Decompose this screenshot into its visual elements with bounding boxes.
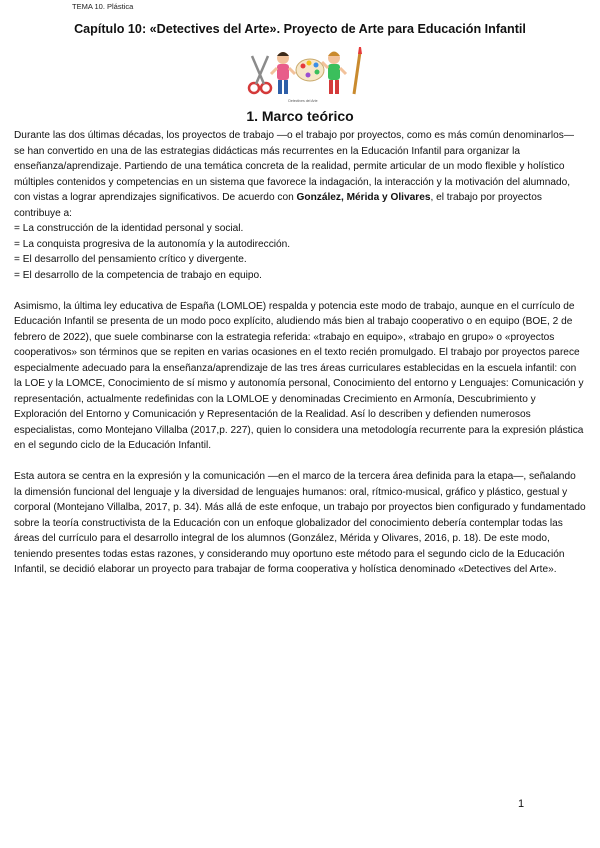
- paintbrush-icon: [354, 47, 362, 94]
- contribution-list: [14, 221, 586, 283]
- paragraph-3: Esta autora se centra en la expresión y la comunicación —en el marco de la tercera área definida para la etapa—, señalando la dimensión funcional del lenguaje y la diversidad de lenguajes humanos: oral, rítmico-musical, gráfico y plástico, gestual y corporal (Montejano Villalba, 2017, p. 34). Más allá de este enfoque, un trabajo por proyectos bien configurado y fundamentado sobre la teoría constructivista de la Educación con un enfoque globalizador del conocimiento debería contemplar todas las áreas del currículo para el desarrollo integral de los alumnos (González, Mérida y Olivares, 2016, p. 18). De este modo, teniendo presentes todas estas razones, y considerando muy oportuno este método para el segundo ciclo de la Educación Infantil, se decidió elaborar un proyecto para trabajar de forma cooperativa y holística denominado «Detectives del Arte».: [14, 471, 586, 575]
- paragraph-1: Durante las dos últimas décadas, los proyectos de trabajo —o el trabajo por proyectos, como es más común denominarlos— se han convertido en una de las estrategias didácticas más recurrentes en la Educación Infantil para organizar la enseñanza/aprendizaje. Partiendo de una temática concreta de la realidad, permite articular de un modo flexible y holístico múltiples contenidos y competencias en un sistema que favorece la indagación, la interacción y la motivación del alumnado, con vistas a lograr aprendizajes significativos. De acuerdo con González, Mérida y Olivares, el trabajo por proyectos contribuye a:: [14, 130, 574, 219]
- list-item: = La conquista progresiva de la autonomía y la autodirección.: [14, 238, 291, 250]
- child-icon: [271, 52, 295, 94]
- authors-bold: González, Mérida y Olivares: [296, 192, 431, 203]
- child-icon: [322, 52, 346, 95]
- illustration-caption: Detectives del Arte: [288, 99, 318, 103]
- paragraph-2: Asimismo, la última ley educativa de España (LOMLOE) respalda y potencia este modo de trabajo, aunque en el currículo de Educación Infantil se presenta de un modo poco explícito, aludiendo más bien al trabajo cooperativo o en equipo (BOE, 2 de febrero de 2022), que suele combinarse con la estrategia referida: «trabajo en equipo», «trabajo en grupo» o «proyectos cooperativos» son términos que se repiten en varias ocasiones en el texto recién promulgado. El trabajo por proyectos parece especialmente adecuado para la enseñanza/aprendizaje de las tres áreas curriculares establecidas en la escuela infantil: con la LOE y la LOMCE, Conocimiento de sí mismo y autonomía personal, Conocimiento del entorno y Lenguajes: Comunicación y representación, actualmente redefinidas con la LOMLOE y denominadas Crecimiento en Armonía, Descubrimiento y Exploración del Entorno y Comunicación y Representación de la Realidad. Así lo describen y defienden numerosos especialistas, como Montejano Villalba (2017,p. 227), quien lo considera una metodología recurrente para la expresión plástica en el segundo ciclo de la Educación Infantil.: [14, 300, 584, 451]
- scissors-icon: [249, 56, 271, 93]
- chapter-title: Capítulo 10: «Detectives del Arte». Proyecto de Arte para Educación Infantil: [74, 22, 526, 36]
- list-item: = El desarrollo del pensamiento crítico y divergente.: [14, 254, 247, 265]
- section-heading: 1. Marco teórico: [246, 108, 354, 124]
- list-item: = La construcción de la identidad personal y social.: [14, 223, 244, 234]
- page-number: 1: [518, 798, 525, 810]
- body-text: [14, 128, 586, 578]
- children-art-illustration: [238, 44, 368, 104]
- palette-icon: [296, 59, 324, 81]
- list-item: = El desarrollo de la competencia de trabajo en equipo.: [14, 269, 262, 281]
- header-label: TEMA 10. Plástica: [72, 2, 134, 11]
